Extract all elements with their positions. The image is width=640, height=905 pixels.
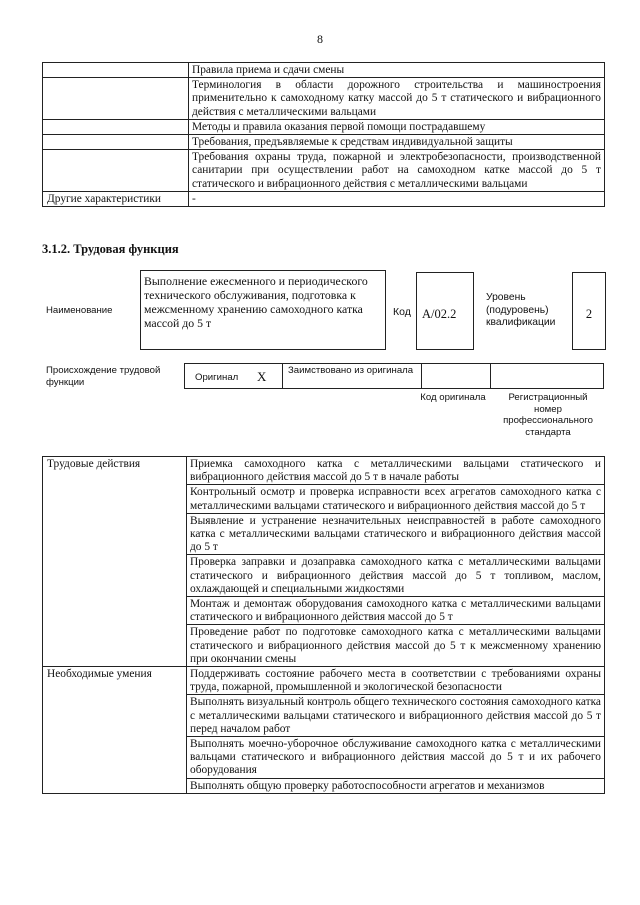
other-characteristics-value: - <box>189 191 605 206</box>
actions-skills-table <box>42 456 605 794</box>
page-number: 8 <box>317 32 323 46</box>
table-row <box>43 150 605 192</box>
table-row <box>43 63 605 78</box>
label-cell <box>43 119 189 134</box>
knowledge-item: Методы и правила оказания первой помощи пострадавшему <box>189 119 605 134</box>
label-cell <box>43 135 189 150</box>
skills-label: Необходимые умения <box>43 667 187 794</box>
function-name-box <box>140 270 386 350</box>
knowledge-item: Правила приема и сдачи смены <box>189 63 605 78</box>
knowledge-item: Требования охраны труда, пожарной и электробезопасности, производственной санитарии при осуществлении работ на самоходном катке массой до 5 т статического и вибрационного действия с металлическими вальцами <box>189 150 605 192</box>
function-name: Выполнение ежесменного и периодического технического обслуживания, подготовка к межсменному хранению самоходного катка массой до 5 т <box>144 274 368 330</box>
level-value: 2 <box>585 307 593 321</box>
table-row <box>43 119 605 134</box>
table-row <box>43 191 605 206</box>
table-row <box>43 457 605 485</box>
skill-item: Выполнять визуальный контроль общего технического состояния самоходного катка с металлическими вальцами статического и вибрационного действия массой до 5 т перед началом работ <box>187 695 605 737</box>
origin-label: Происхождение трудовой функции <box>46 365 161 388</box>
knowledge-item: Требования, предъявляемые к средствам индивидуальной защиты <box>189 135 605 150</box>
origin-row <box>184 363 604 389</box>
action-item: Проведение работ по подготовке самоходного катка с металлическими вальцами статического и вибрационного действия массой до 5 т к межсменному хранению при окончании смены <box>187 625 605 667</box>
divider <box>421 364 422 388</box>
section-title: 3.1.2. Трудовая функция <box>42 242 179 256</box>
knowledge-item: Терминология в области дорожного строительства и машиностроения применительно к самоходному катку массой до 5 т статического и вибрационного действия с металлическими вальцами <box>189 78 605 120</box>
code-box <box>416 272 474 350</box>
knowledge-table <box>42 62 605 207</box>
level-box <box>572 272 606 350</box>
action-item: Монтаж и демонтаж оборудования самоходного катка с металлическими вальцами статического и вибрационного действия массой до 5 т <box>187 597 605 625</box>
skill-item: Выполнять моечно-уборочное обслуживание самоходного катка с металлическими вальцами статического и вибрационного действия массой до 5 т и их рабочего оборудования <box>187 737 605 779</box>
borrowed-label: Заимствовано из оригинала <box>288 365 414 376</box>
skill-item: Поддерживать состояние рабочего места в соответствии с требованиями охраны труда, пожарной, промышленной и экологической безопасности <box>187 667 605 695</box>
skill-item: Выполнять общую проверку работоспособности агрегатов и механизмов <box>187 778 605 793</box>
action-item: Проверка заправки и дозаправка самоходного катка с металлическими вальцами статического и вибрационного действия массой до 5 т топливом, маслом, охлаждающей и специальными жидкостями <box>187 555 605 597</box>
action-item: Контрольный осмотр и проверка исправности всех агрегатов самоходного катка с металлическими вальцами статического и вибрационного действия массой до 5 т <box>187 485 605 513</box>
code-original-caption: Код оригинала <box>420 392 486 403</box>
label-cell <box>43 63 189 78</box>
action-item: Выявление и устранение незначительных неисправностей в работе самоходного катка с металлическими вальцами статического и вибрационного действия массой до 5 т <box>187 513 605 555</box>
label-cell <box>43 78 189 120</box>
table-row <box>43 78 605 120</box>
table-row <box>43 135 605 150</box>
code-value: А/02.2 <box>422 307 457 321</box>
actions-label: Трудовые действия <box>43 457 187 667</box>
reg-number-caption: Регистрационный номер профессионального стандарта <box>503 392 593 438</box>
name-label: Наименование <box>46 305 113 316</box>
action-item: Приемка самоходного катка с металлическими вальцами статического и вибрационного действия массой до 5 т в начале работы <box>187 457 605 485</box>
table-row <box>43 667 605 695</box>
label-cell <box>43 150 189 192</box>
other-characteristics-label: Другие характеристики <box>43 191 189 206</box>
original-mark: X <box>257 369 267 384</box>
level-label: Уровень (подуровень) квалификации <box>486 292 556 328</box>
original-label: Оригинал <box>195 372 239 383</box>
divider <box>490 364 491 388</box>
divider <box>282 364 283 388</box>
code-label: Код <box>393 306 411 318</box>
